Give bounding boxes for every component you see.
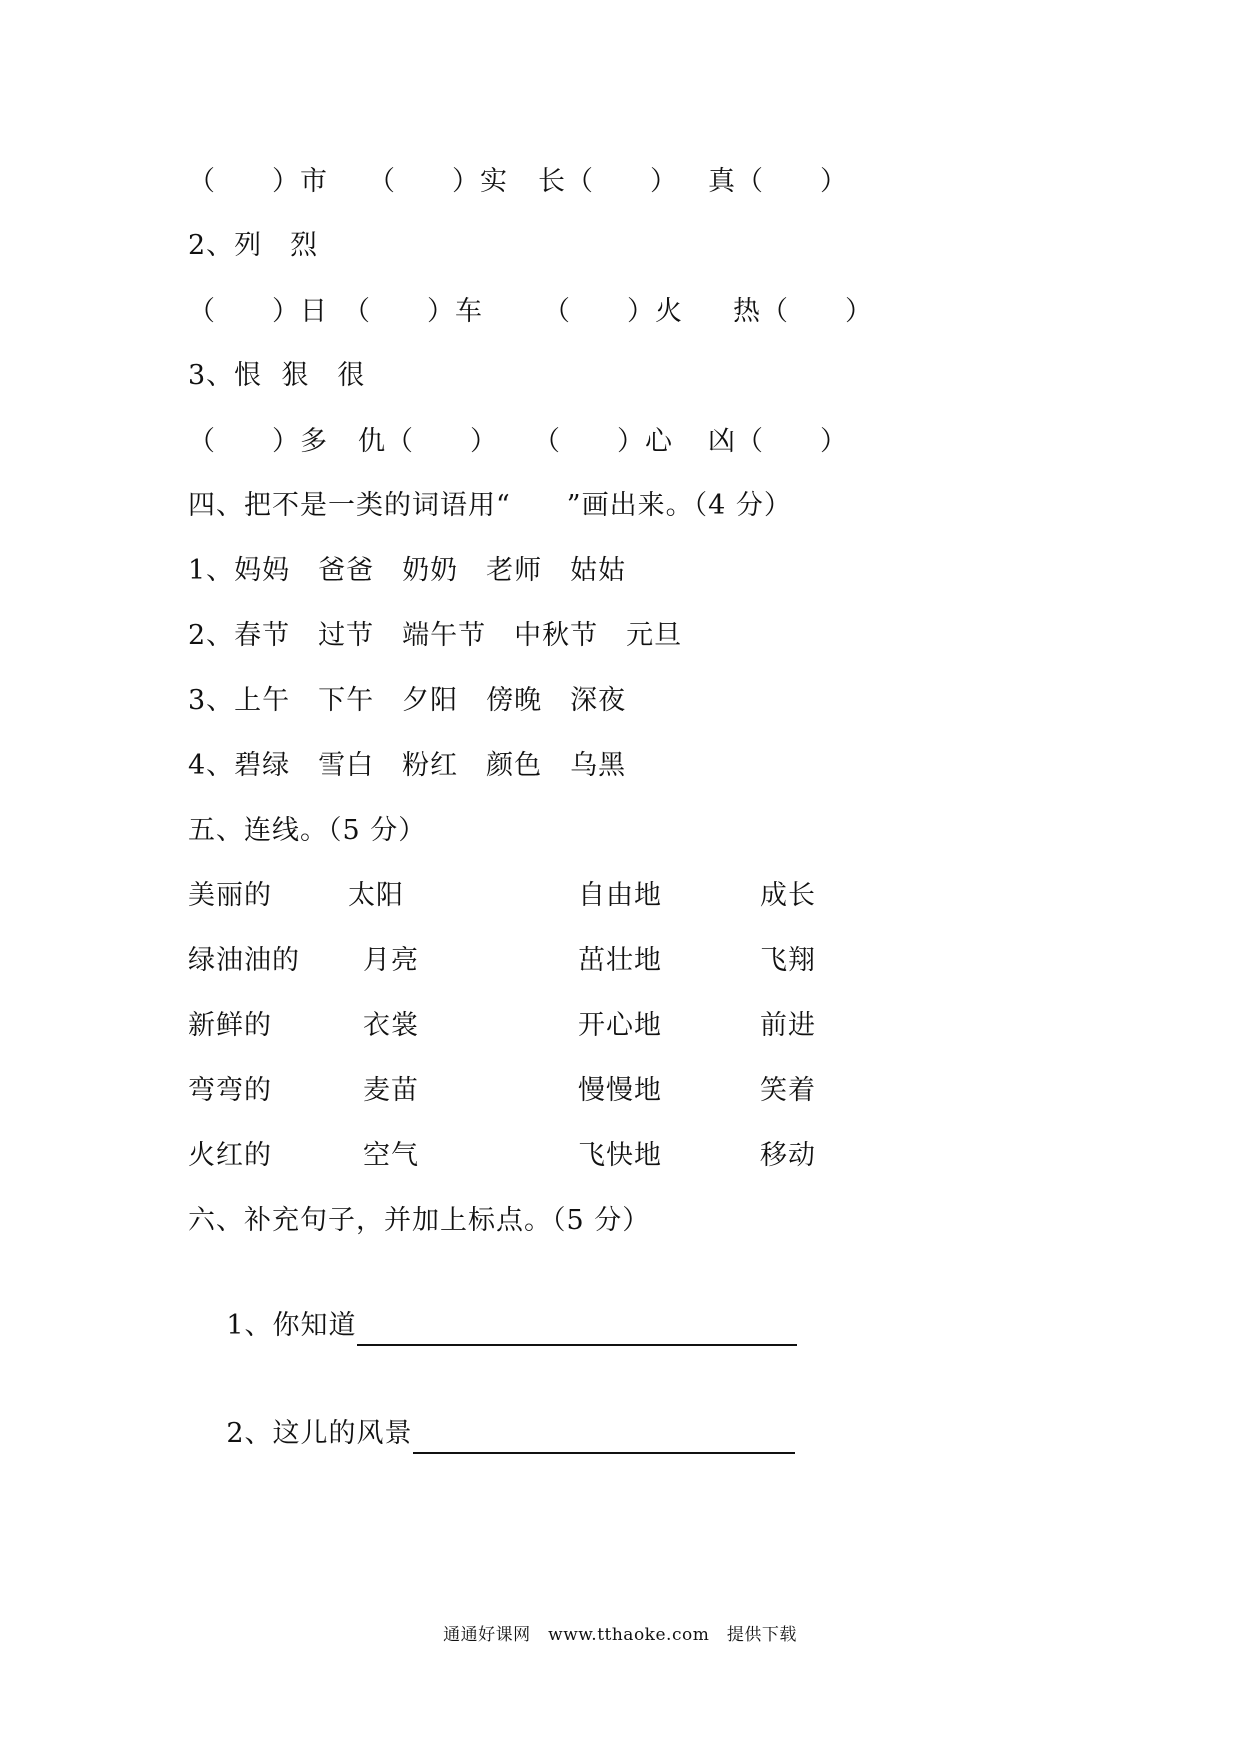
fill-bracket-row-3 xyxy=(188,422,848,462)
answer-blank-line[interactable] xyxy=(413,1422,795,1454)
matching-row xyxy=(188,1071,816,1111)
bracket-item: 热（ ） xyxy=(733,296,873,327)
list-item: 4、碧绿 雪白 粉红 颜色 乌黑 xyxy=(188,750,627,781)
matching-word: 茁壮地 xyxy=(578,945,662,976)
bracket-item: 真（ ） xyxy=(708,166,848,197)
matching-word: 绿油油的 xyxy=(188,945,300,976)
matching-word: 美丽的 xyxy=(188,880,272,911)
bracket-item: 长（ ） xyxy=(538,166,678,197)
sentence-completion-1 xyxy=(188,1266,797,1341)
matching-word: 开心地 xyxy=(578,1010,662,1041)
list-item: 1、妈妈 爸爸 奶奶 老师 姑姑 xyxy=(188,555,627,586)
sentence-prompt: 1、你知道 xyxy=(226,1310,357,1341)
answer-blank-line[interactable] xyxy=(357,1314,797,1346)
bracket-item: 仇（ ） xyxy=(358,426,498,457)
sentence-prompt: 2、这儿的风景 xyxy=(226,1418,413,1449)
question-item-label: 3、恨 狠 很 xyxy=(188,360,366,391)
matching-word: 空气 xyxy=(363,1140,419,1171)
fill-bracket-row-1 xyxy=(188,162,848,202)
matching-row xyxy=(188,1136,816,1176)
bracket-item: （ ）日 xyxy=(188,296,328,327)
matching-word: 飞翔 xyxy=(760,945,816,976)
matching-word: 弯弯的 xyxy=(188,1075,272,1106)
matching-word: 太阳 xyxy=(348,880,404,911)
matching-word: 移动 xyxy=(760,1140,816,1171)
sentence-completion-2 xyxy=(188,1374,795,1449)
bracket-item: 凶（ ） xyxy=(708,426,848,457)
matching-word: 自由地 xyxy=(578,880,662,911)
matching-word: 衣裳 xyxy=(363,1010,419,1041)
matching-word: 麦苗 xyxy=(363,1075,419,1106)
matching-word: 火红的 xyxy=(188,1140,272,1171)
matching-row xyxy=(188,1006,816,1046)
question-item-label: 2、列 烈 xyxy=(188,230,319,261)
matching-word: 前进 xyxy=(760,1010,816,1041)
bracket-item: （ ）火 xyxy=(543,296,683,327)
matching-row xyxy=(188,941,816,981)
list-item: 2、春节 过节 端午节 中秋节 元旦 xyxy=(188,620,683,651)
matching-word: 新鲜的 xyxy=(188,1010,272,1041)
list-item: 3、上午 下午 夕阳 傍晚 深夜 xyxy=(188,685,627,716)
fill-bracket-row-2 xyxy=(188,292,873,332)
bracket-item: （ ）心 xyxy=(533,426,673,457)
matching-word: 成长 xyxy=(760,880,816,911)
section-heading: 六、补充句子，并加上标点。（5 分） xyxy=(188,1205,651,1236)
section-heading: 四、把不是一类的词语用“ ”画出来。（4 分） xyxy=(188,490,792,521)
bracket-item: （ ）多 xyxy=(188,426,328,457)
bracket-item: （ ）车 xyxy=(343,296,483,327)
section-heading: 五、连线。（5 分） xyxy=(188,815,427,846)
matching-word: 飞快地 xyxy=(578,1140,662,1171)
matching-row xyxy=(188,876,816,916)
page-footer: 通通好课网 www.tthaoke.com 提供下载 xyxy=(443,1625,797,1645)
bracket-item: （ ）实 xyxy=(368,166,508,197)
bracket-item: （ ）市 xyxy=(188,166,328,197)
matching-word: 月亮 xyxy=(363,945,419,976)
matching-word: 笑着 xyxy=(760,1075,816,1106)
matching-word: 慢慢地 xyxy=(578,1075,662,1106)
